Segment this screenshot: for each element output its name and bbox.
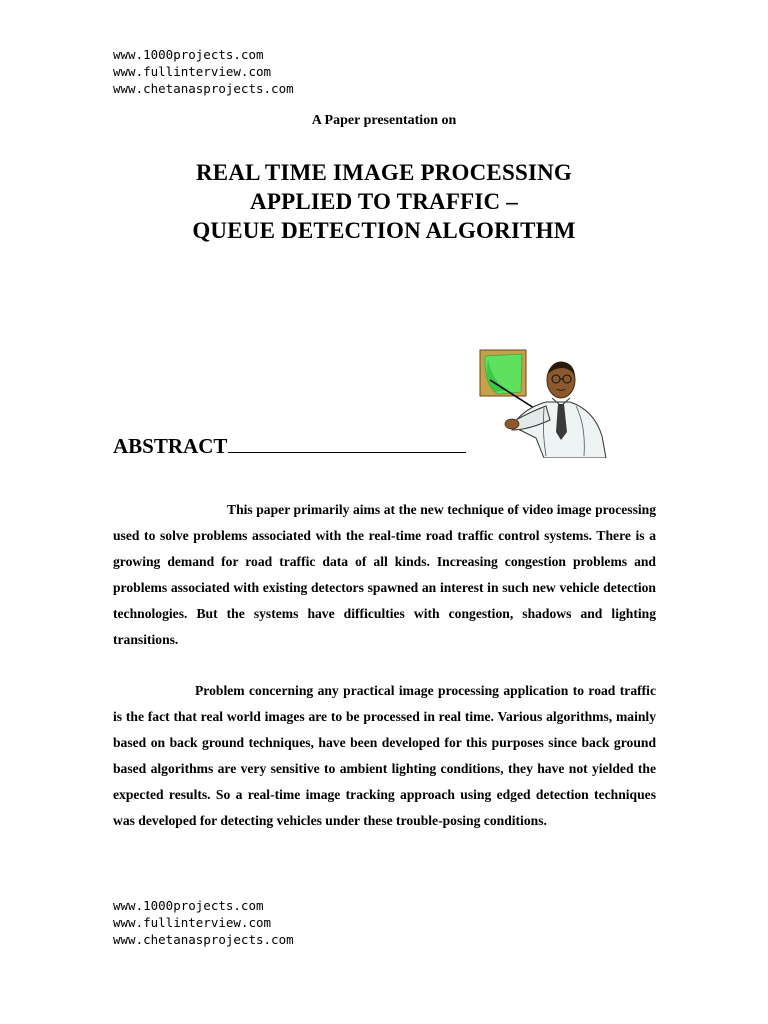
title-line-2: APPLIED TO TRAFFIC – [250,189,518,214]
header-link-fullinterview[interactable]: www.fullinterview.com [113,64,272,79]
paper-title [0,158,768,245]
footer-link-fullinterview[interactable]: www.fullinterview.com [113,915,272,930]
abstract-paragraph-1: This paper primarily aims at the new technique of video image processing used to solve problems associated with the real-time road traffic control systems. There is a growing demand for road traffic data of all kinds. Increasing congestion problems and problems associated with existing detectors spawned an interest in such new vehicle detection technologies. But the systems have difficulties with congestion, shadows and lighting transitions. [113,502,656,648]
footer-link-1000projects[interactable]: www.1000projects.com [113,898,264,913]
abstract-heading-text: ABSTRACT [113,434,228,458]
presenter-hand [505,419,519,429]
title-line-1: REAL TIME IMAGE PROCESSING [195,160,573,185]
title-line-3: QUEUE DETECTION ALGORITHM [192,218,576,243]
header-link-chetanasprojects[interactable]: www.chetanasprojects.com [113,81,294,96]
abstract-paragraph-2: Problem concerning any practical image processing application to road traffic is the fact that real world images are to be processed in real time. Various algorithms, mainly based on back ground techniques, have been developed for this purposes since back ground based algorithms are very sensitive to ambient lighting conditions, they have not yielded the expected results. So a real-time image tracking approach using edged detection techniques was developed for detecting vehicles under these trouble-posing conditions. [113,683,656,829]
footer-links [113,897,294,948]
abstract-heading [113,434,466,459]
header-links [113,46,294,97]
header-link-1000projects[interactable]: www.1000projects.com [113,47,264,62]
abstract-underline-rule [228,452,466,453]
footer-link-chetanasprojects[interactable]: www.chetanasprojects.com [113,932,294,947]
intro-line: A Paper presentation on [311,113,457,128]
presenter-clipart-icon [472,346,612,458]
